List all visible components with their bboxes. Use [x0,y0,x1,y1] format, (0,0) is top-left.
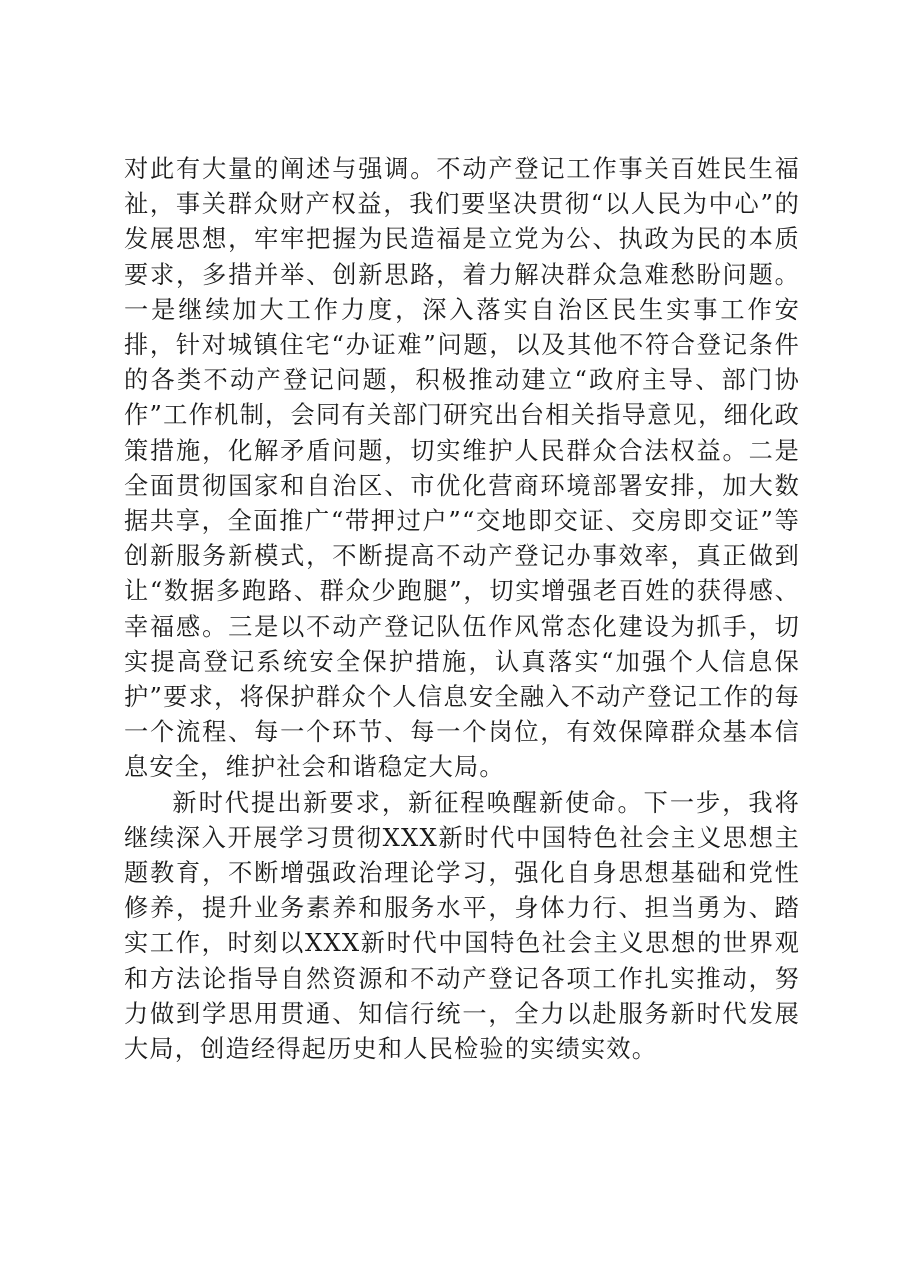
document-body [124,152,800,1067]
paragraph-next-steps: 新时代提出新要求，新征程唤醒新使命。下一步，我将继续深入开展学习贯彻XXX新时代中国特色社会主义思想主题教育，不断增强政治理论学习，强化自身思想基础和党性修养，提升业务素养和服务水平，身体力行、担当勇为、踏实工作，时刻以XXX新时代中国特色社会主义思想的世界观和方法论指导自然资源和不动产登记各项工作扎实推动，努力做到学思用贯通、知信行统一，全力以赴服务新时代发展大局，创造经得起历史和人民检验的实绩实效。 [124,788,800,1064]
paragraph-continuation: 对此有大量的阐述与强调。不动产登记工作事关百姓民生福祉，事关群众财产权益，我们要坚决贯彻“以人民为中心”的发展思想，牢牢把握为民造福是立党为公、执政为民的本质要求，多措并举、创新思路，着力解决群众急难愁盼问题。一是继续加大工作力度，深入落实自治区民生实事工作安排，针对城镇住宅“办证难”问题，以及其他不符合登记条件的各类不动产登记问题，积极推动建立“政府主导、部门协作”工作机制，会同有关部门研究出台相关指导意见，细化政策措施，化解矛盾问题，切实维护人民群众合法权益。二是全面贯彻国家和自治区、市优化营商环境部署安排，加大数据共享，全面推广“带押过户”“交地即交证、交房即交证”等创新服务新模式，不断提高不动产登记办事效率，真正做到让“数据多跑路、群众少跑腿”，切实增强老百姓的获得感、幸福感。三是以不动产登记队伍作风常态化建设为抓手，切实提高登记系统安全保护措施，认真落实“加强个人信息保护”要求，将保护群众个人信息安全融入不动产登记工作的每一个流程、每一个环节、每一个岗位，有效保障群众基本信息安全，维护社会和谐稳定大局。 [124,155,800,782]
